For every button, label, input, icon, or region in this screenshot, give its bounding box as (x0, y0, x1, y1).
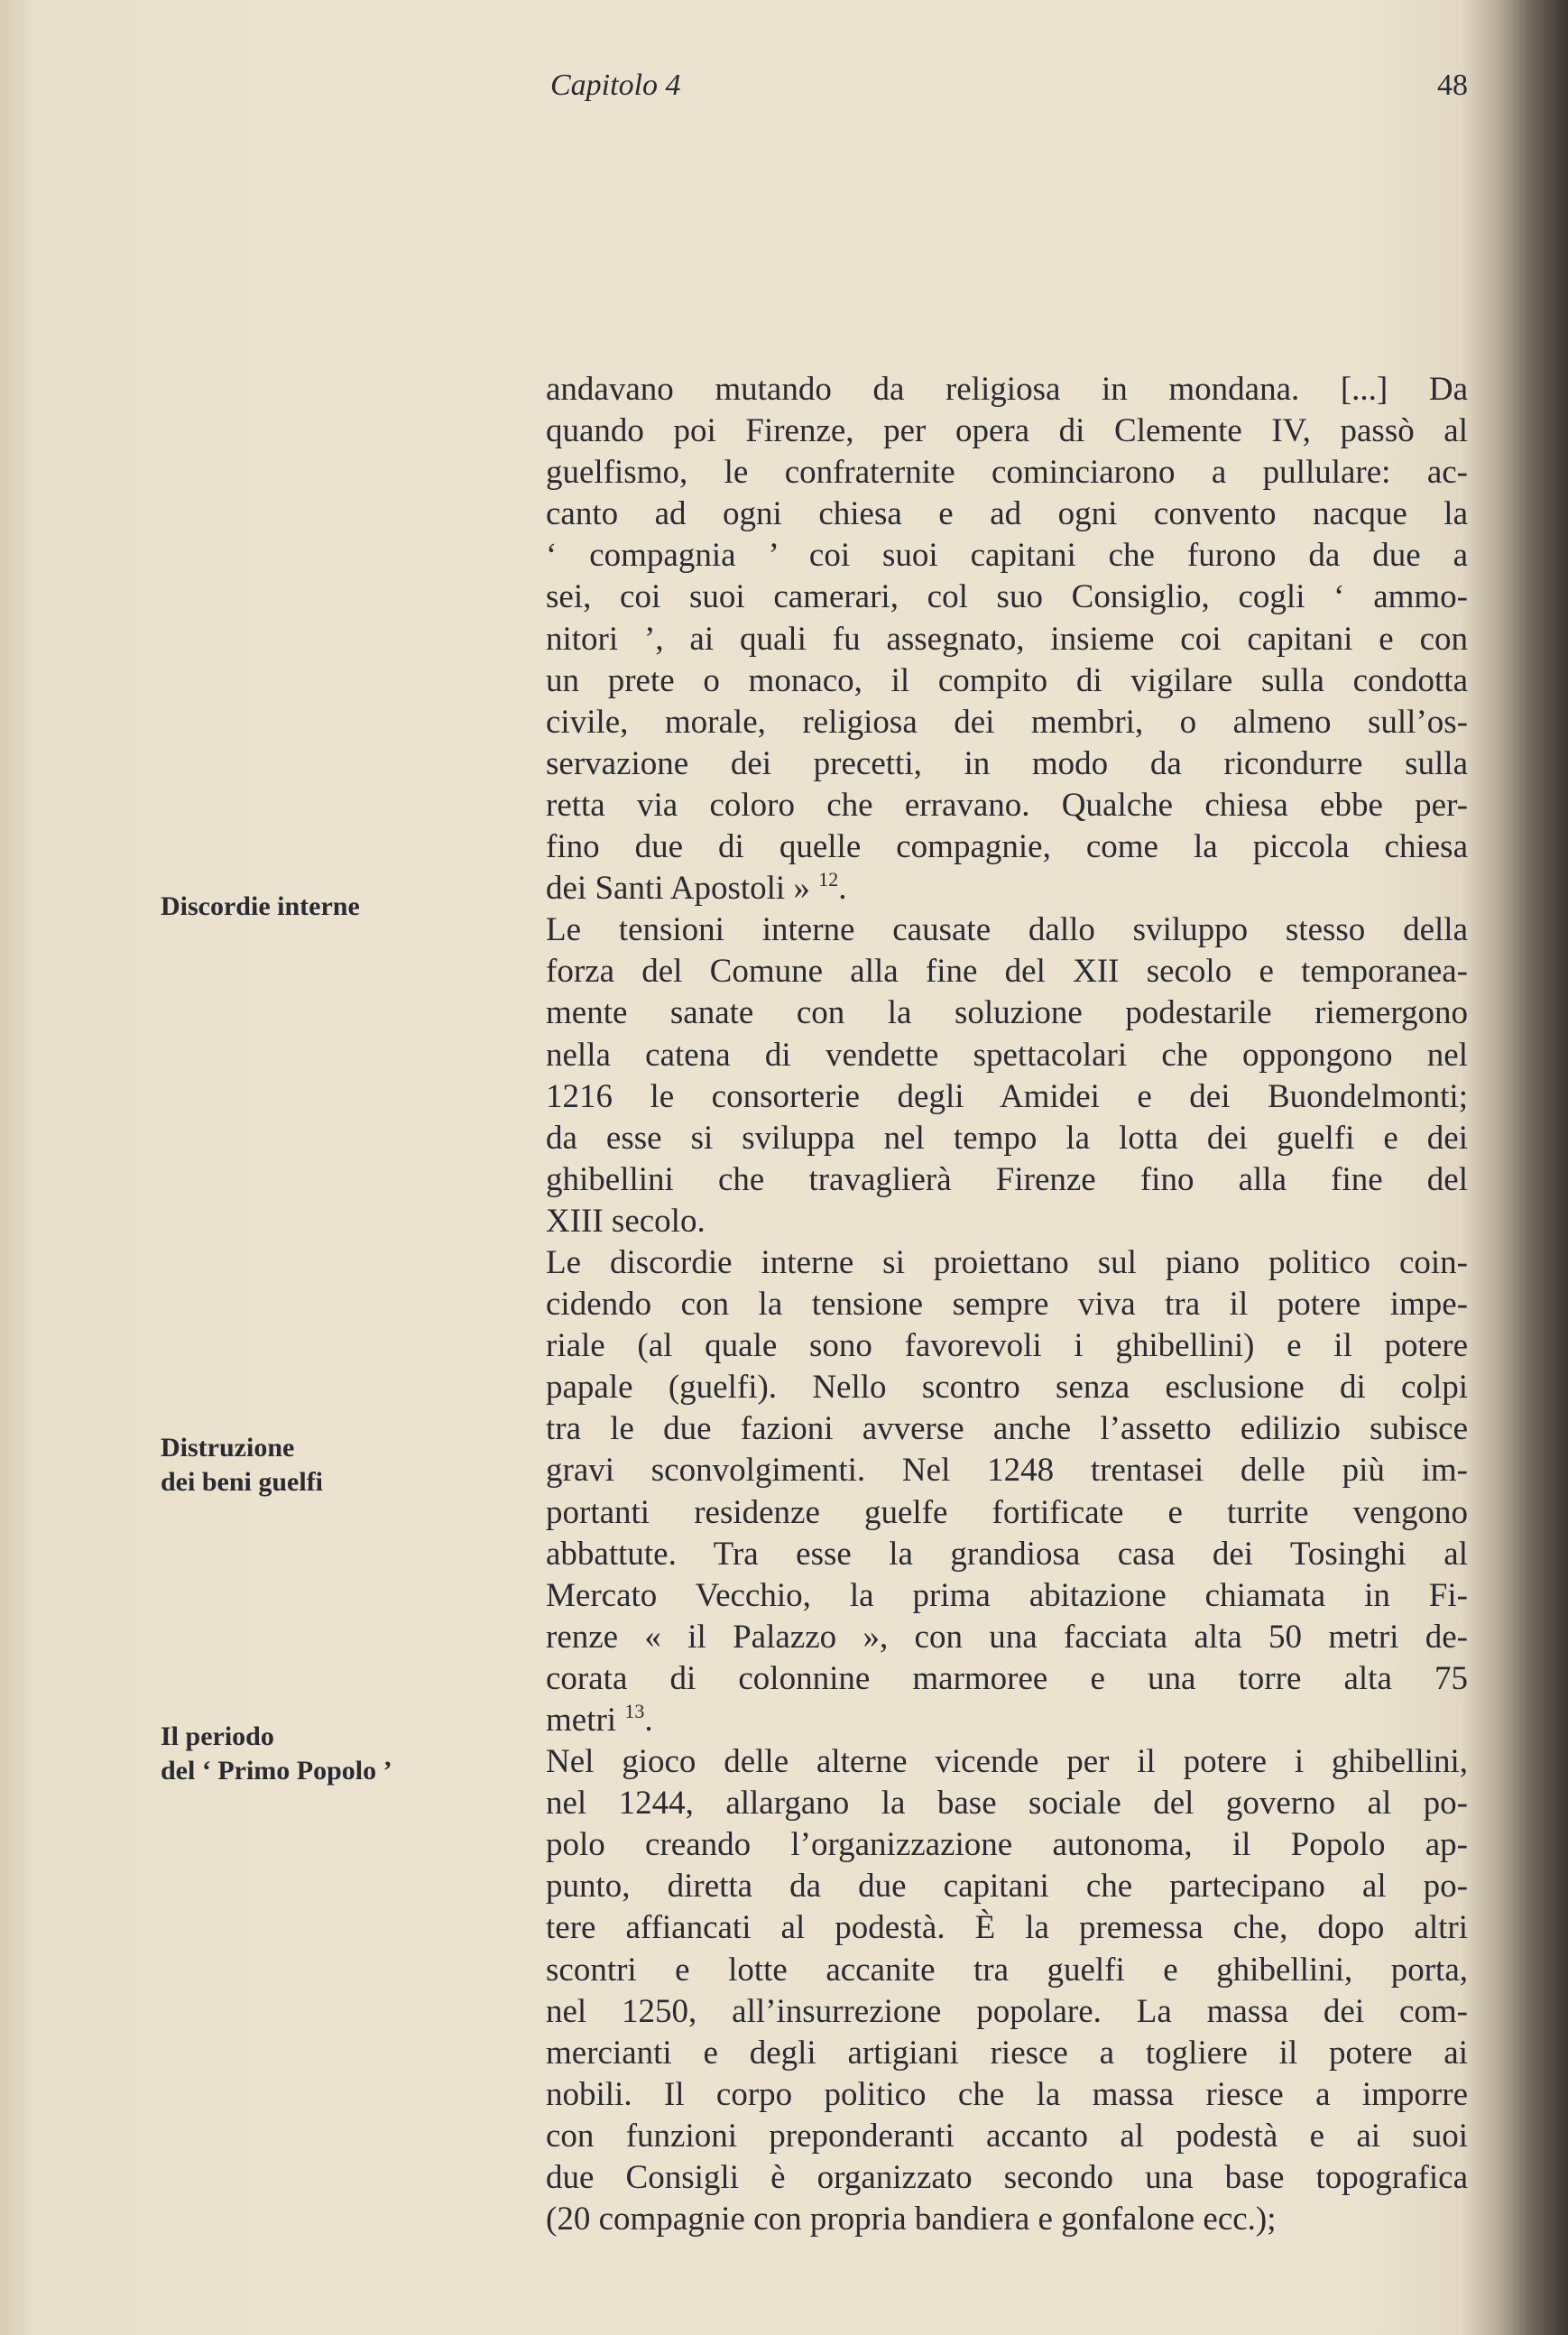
text-line (546, 1907, 1468, 1949)
text-line (546, 1617, 1468, 1658)
text-line-content: mente sanate con la soluzione podestarile riemergono (546, 994, 1468, 1032)
text-line-content: riale (al quale sono favorevoli i ghibellini) e il potere (546, 1327, 1468, 1365)
text-line-content: cidendo con la tensione sempre viva tra il potere impe- (546, 1286, 1468, 1324)
text-line (546, 2157, 1468, 2199)
side-note-discordie (161, 890, 360, 924)
text-line (546, 1824, 1468, 1866)
text-line-content: quando poi Firenze, per opera di Clemente IV, passò al (546, 412, 1468, 450)
text-line-content: retta via coloro che erravano. Qualche chiesa ebbe per- (546, 786, 1468, 824)
punctuation: . (644, 1702, 653, 1739)
text-line (546, 868, 1468, 909)
text-line (546, 535, 1468, 577)
side-note-line: Distruzione (161, 1433, 295, 1463)
text-line-content: con funzioni preponderanti accanto al podestà e ai suoi (546, 2117, 1468, 2155)
text-line-content: mercianti e degli artigiani riesce a togliere il potere ai (546, 2034, 1468, 2072)
side-note-line: del ‘ Primo Popolo ’ (161, 1756, 392, 1786)
text-line-content: sei, coi suoi camerari, col suo Consiglio, cogli ‘ ammo- (546, 578, 1468, 616)
text-line (546, 411, 1468, 452)
text-line (546, 660, 1468, 702)
text-line-content: portanti residenze guelfe fortificate e turrite vengono (546, 1493, 1468, 1531)
body-text (546, 369, 1468, 2240)
text-line-content: nel 1244, allargano la base sociale del governo al po- (546, 1785, 1468, 1823)
text-line (546, 619, 1468, 660)
punctuation: . (838, 870, 847, 908)
text-line-content: Nel gioco delle alterne vicende per il potere i ghibellini, (546, 1743, 1468, 1781)
text-line (546, 1450, 1468, 1491)
text-line (546, 1658, 1468, 1700)
text-line-content: metri (546, 1702, 617, 1739)
text-line (546, 2116, 1468, 2157)
text-line (546, 743, 1468, 785)
text-line (546, 1492, 1468, 1534)
text-line (546, 577, 1468, 618)
text-line-content: Mercato Vecchio, la prima abitazione chiamata in Fi- (546, 1576, 1468, 1614)
text-line (546, 992, 1468, 1034)
side-note-primo-popolo (161, 1720, 392, 1788)
text-line (546, 1408, 1468, 1450)
paragraph (546, 1741, 1468, 2240)
text-line (546, 1076, 1468, 1118)
text-line-content: servazione dei precetti, in modo da ricondurre sulla (546, 744, 1468, 782)
chapter-header: Capitolo 4 (550, 69, 681, 102)
text-line-content: polo creando l’organizzazione autonoma, il Popolo ap- (546, 1826, 1468, 1864)
text-line-content: due Consigli è organizzato secondo una base topografica (546, 2159, 1468, 2197)
text-line-content: XIII secolo. (546, 1202, 706, 1240)
text-line-content: guelfismo, le confraternite cominciarono a pullulare: ac- (546, 454, 1468, 492)
text-line (546, 702, 1468, 743)
text-line-content: nella catena di vendette spettacolari che oppongono nel (546, 1036, 1468, 1074)
text-line (546, 1367, 1468, 1408)
text-line (546, 951, 1468, 992)
text-line (546, 1991, 1468, 2033)
text-line (546, 1950, 1468, 1991)
footnote-reference[interactable]: 13 (624, 1700, 645, 1722)
text-line (546, 1242, 1468, 1284)
text-line (546, 1159, 1468, 1201)
text-line (546, 1201, 1468, 1242)
text-line (546, 1035, 1468, 1076)
text-line-content: andavano mutando da religiosa in mondana. [...] Da (546, 371, 1468, 408)
text-line-content: ‘ compagnia ’ coi suoi capitani che furono da due a (546, 537, 1468, 575)
text-line-content: punto, diretta da due capitani che partecipano al po- (546, 1868, 1468, 1906)
text-line (546, 1866, 1468, 1907)
text-line-content: Le tensioni interne causate dallo sviluppo stesso della (546, 911, 1468, 949)
text-line-content: scontri e lotte accanite tra guelfi e ghibellini, porta, (546, 1951, 1468, 1989)
text-line-content: nitori ’, ai quali fu assegnato, insieme coi capitani e con (546, 620, 1468, 658)
text-line (546, 369, 1468, 411)
text-line (546, 1118, 1468, 1159)
text-line-content: abbattute. Tra esse la grandiosa casa dei Tosinghi al (546, 1535, 1468, 1573)
text-line (546, 1284, 1468, 1325)
footnote-reference[interactable]: 12 (818, 868, 839, 891)
text-line (546, 1783, 1468, 1824)
text-line (546, 452, 1468, 494)
text-line (546, 494, 1468, 535)
text-line-content: dei Santi Apostoli » (546, 870, 810, 908)
text-line-content: tra le due fazioni avverse anche l’assetto edilizio subisce (546, 1410, 1468, 1448)
text-line-content: corata di colonnine marmoree e una torre alta 75 (546, 1659, 1468, 1697)
text-line-content: fino due di quelle compagnie, come la piccola chiesa (546, 828, 1468, 866)
text-line-content: nobili. Il corpo politico che la massa riesce a imporre (546, 2075, 1468, 2113)
text-line (546, 1534, 1468, 1575)
text-line (546, 1325, 1468, 1367)
text-line-content: Le discordie interne si proiettano sul piano politico coin- (546, 1243, 1468, 1281)
text-line (546, 1700, 1468, 1741)
text-line-content: da esse si sviluppa nel tempo la lotta dei guelfi e dei (546, 1119, 1468, 1157)
page-number: 48 (1437, 69, 1468, 102)
text-line-content: civile, morale, religiosa dei membri, o almeno sull’os- (546, 703, 1468, 741)
text-line (546, 909, 1468, 951)
paragraph (546, 1242, 1468, 1741)
side-note-distruzione (161, 1431, 323, 1500)
text-line (546, 2033, 1468, 2074)
paragraph (546, 909, 1468, 1242)
text-line (546, 2074, 1468, 2116)
text-line-content: ghibellini che travaglierà Firenze fino alla fine del (546, 1160, 1468, 1198)
text-line-content: (20 compagnie con propria bandiera e gonfalone ecc.); (546, 2201, 1277, 2238)
text-line-content: un prete o monaco, il compito di vigilare sulla condotta (546, 661, 1468, 699)
text-line (546, 785, 1468, 826)
text-line (546, 2199, 1468, 2240)
text-line (546, 1741, 1468, 1783)
side-note-line: dei beni guelfi (161, 1467, 324, 1497)
text-line-content: forza del Comune alla fine del XII secolo e temporanea- (546, 953, 1468, 991)
text-line-content: gravi sconvolgimenti. Nel 1248 trentasei delle più im- (546, 1452, 1468, 1490)
text-line-content: 1216 le consorterie degli Amidei e dei Buondelmonti; (546, 1077, 1468, 1115)
text-line-content: renze « il Palazzo », con una facciata alta 50 metri de- (546, 1618, 1468, 1656)
paragraph (546, 369, 1468, 909)
side-note-line: Discordie interne (161, 891, 360, 921)
text-line-content: canto ad ogni chiesa e ad ogni convento nacque la (546, 495, 1468, 533)
text-line (546, 1575, 1468, 1617)
text-line-content: papale (guelfi). Nello scontro senza esclusione di colpi (546, 1369, 1468, 1407)
side-note-line: Il periodo (161, 1721, 274, 1751)
text-line-content: nel 1250, all’insurrezione popolare. La massa dei com- (546, 1992, 1468, 2030)
text-line-content: tere affiancati al podestà. È la premessa che, dopo altri (546, 1909, 1468, 1947)
text-line (546, 826, 1468, 868)
